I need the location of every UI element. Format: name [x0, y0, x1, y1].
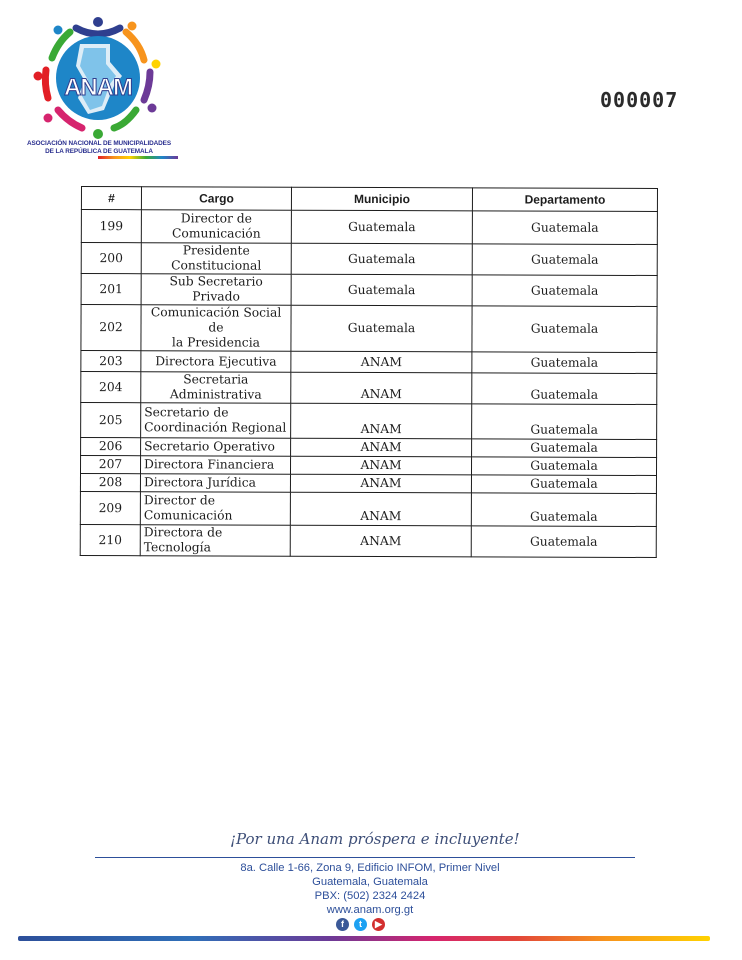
cargo-line: Directora de Tecnología	[143, 525, 223, 555]
anam-logo	[18, 14, 178, 164]
row-cargo	[140, 492, 290, 526]
row-number: 204	[81, 372, 141, 403]
row-cargo	[141, 305, 291, 352]
row-municipio: ANAM	[291, 403, 472, 439]
row-departamento: Guatemala	[471, 457, 656, 476]
cargo-line: Directora Ejecutiva	[155, 353, 277, 369]
row-number: 208	[80, 474, 140, 492]
cargo-line: Constitucional	[171, 258, 262, 273]
table-row	[80, 456, 656, 476]
table-row	[80, 491, 656, 526]
row-number: 202	[81, 305, 141, 351]
row-cargo	[140, 456, 290, 475]
footer-slogan: ¡Por una Anam próspera e incluyente!	[230, 830, 520, 848]
row-municipio: ANAM	[291, 351, 472, 373]
logo-wordmark: ANAM	[64, 74, 132, 101]
cargo-line: Coordinación Regional	[144, 420, 287, 435]
cargo-line: Secretaria	[183, 372, 249, 387]
footer-address-line2: Guatemala, Guatemala	[312, 876, 428, 888]
column-header-number: #	[81, 187, 141, 210]
row-cargo	[141, 243, 291, 275]
footer-contact	[160, 861, 580, 917]
row-municipio: ANAM	[290, 456, 471, 475]
row-departamento: Guatemala	[472, 211, 657, 245]
cargo-line: Comunicación Social de	[150, 305, 282, 335]
row-number: 207	[80, 456, 140, 474]
row-departamento: Guatemala	[472, 306, 657, 353]
footer-website[interactable]: www.anam.org.gt	[326, 904, 414, 916]
row-municipio: ANAM	[291, 438, 472, 457]
organization-name-line2: DE LA REPÚBLICA DE GUATEMALA	[45, 147, 153, 155]
footer-divider	[95, 857, 635, 858]
row-cargo	[140, 525, 290, 557]
table-row	[81, 305, 657, 353]
column-header-cargo: Cargo	[141, 187, 291, 211]
row-cargo	[141, 210, 291, 244]
table-row	[81, 210, 657, 245]
row-cargo	[141, 403, 291, 439]
table-row	[80, 474, 656, 494]
row-municipio: ANAM	[291, 372, 472, 404]
cargo-line: Secretario Operativo	[144, 439, 275, 454]
row-departamento: Guatemala	[472, 439, 657, 458]
cargo-line: Comunicación	[143, 508, 233, 523]
row-departamento: Guatemala	[472, 244, 657, 276]
row-number: 210	[80, 524, 140, 555]
row-number: 201	[81, 274, 141, 305]
youtube-icon[interactable]: ▶	[372, 918, 385, 931]
row-cargo	[140, 474, 290, 493]
row-number: 200	[81, 243, 141, 274]
row-municipio: Guatemala	[291, 243, 472, 275]
row-municipio: ANAM	[290, 525, 471, 557]
table-row	[81, 243, 657, 276]
row-number: 205	[81, 403, 141, 438]
row-departamento: Guatemala	[472, 275, 657, 307]
table-row	[80, 524, 656, 557]
cargo-line: Director de	[143, 493, 216, 508]
logo-color-bar	[98, 156, 178, 159]
table-row	[81, 438, 657, 458]
row-cargo	[141, 274, 291, 306]
cargo-line: Secretario de	[144, 405, 229, 420]
cargo-line: Presidente	[182, 243, 250, 258]
twitter-icon[interactable]: t	[354, 918, 367, 931]
row-municipio: Guatemala	[291, 210, 472, 244]
positions-table	[80, 186, 658, 558]
row-municipio: ANAM	[290, 492, 471, 526]
row-cargo	[141, 351, 291, 373]
cargo-line: Sub Secretario Privado	[169, 274, 263, 304]
cargo-line: Directora Financiera	[144, 457, 275, 472]
folio-number: 000007	[600, 88, 679, 112]
cargo-line: Administrativa	[169, 387, 262, 402]
row-number: 199	[81, 210, 141, 243]
organization-name	[18, 140, 180, 155]
row-departamento: Guatemala	[471, 475, 656, 494]
row-municipio: Guatemala	[291, 274, 472, 306]
row-departamento: Guatemala	[472, 404, 657, 440]
row-municipio: ANAM	[290, 474, 471, 493]
cargo-line: Comunicación	[171, 226, 261, 241]
facebook-icon[interactable]: f	[336, 918, 349, 931]
table-header-row	[81, 187, 657, 212]
footer-address-line1: 8a. Calle 1-66, Zona 9, Edificio INFOM, Primer Nivel	[240, 862, 500, 874]
column-header-departamento: Departamento	[472, 188, 657, 212]
row-departamento: Guatemala	[471, 493, 656, 527]
table-row	[81, 351, 657, 374]
table-row	[81, 403, 657, 440]
row-departamento: Guatemala	[472, 352, 657, 374]
row-departamento: Guatemala	[471, 526, 656, 558]
footer-phone: PBX: (502) 2324 2424	[314, 890, 426, 902]
table-row	[81, 274, 657, 307]
row-departamento: Guatemala	[472, 373, 657, 405]
table-row	[81, 372, 657, 405]
row-municipio: Guatemala	[291, 305, 472, 352]
social-links	[336, 918, 385, 931]
cargo-line: la Presidencia	[171, 335, 261, 350]
column-header-municipio: Municipio	[291, 187, 472, 211]
row-cargo	[141, 438, 291, 457]
row-number: 209	[80, 491, 140, 524]
row-number: 206	[81, 438, 141, 456]
organization-name-line1: ASOCIACIÓN NACIONAL DE MUNICIPALIDADES	[26, 140, 172, 147]
row-number: 203	[81, 351, 141, 372]
cargo-line: Director de	[180, 211, 252, 226]
cargo-line: Directora Jurídica	[143, 475, 256, 490]
footer-color-band	[18, 936, 710, 941]
row-cargo	[141, 372, 291, 404]
